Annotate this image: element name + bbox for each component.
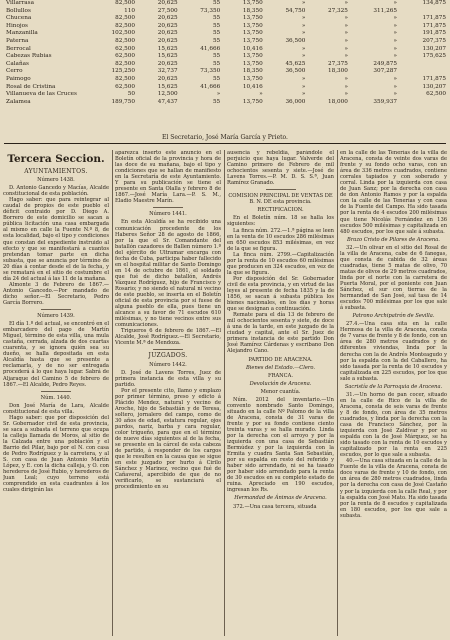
cell-value: 62,500	[115, 83, 136, 90]
paragraph: Trigueros 6 de febrero de 1867.—El Alcalde, José Rodríguez.—El Secretario, Vicente M.ª de Mendoza.	[115, 328, 221, 347]
cell-value: 130,207	[422, 45, 446, 52]
cell-value: 102,500	[111, 30, 136, 37]
row-name: Paterna	[6, 37, 29, 44]
row-name: Cabezas Rubias	[6, 53, 52, 60]
row-name: Rosal de Cristina	[6, 83, 56, 90]
short-rule	[41, 391, 71, 392]
cell-value: 12,500	[157, 91, 178, 98]
notice-number: Número 1442.	[149, 361, 187, 368]
cell-value: »	[344, 91, 348, 98]
subheading: Brazo Cristo de Pilares de Aracena.	[347, 236, 440, 243]
cell-value: 62,500	[115, 53, 136, 60]
cell-value: »	[216, 91, 221, 98]
short-rule	[153, 349, 183, 350]
cell-value: 55	[212, 75, 221, 82]
table-row	[4, 0, 448, 8]
cell-value: 13,750	[242, 75, 263, 82]
notice-number: Número 1439.	[37, 313, 75, 320]
cell-value: »	[393, 22, 397, 29]
cell-value: »	[393, 53, 397, 60]
paragraph: La finca núm. 2799.—Capitalización por la renta de 10 escudos 60 milésimas que producen en 324 escudos, en vez de la que se figura.	[227, 251, 334, 276]
cell-value: 15,625	[157, 45, 178, 52]
cell-value: 359,937	[373, 98, 397, 105]
section-heading: AYUNTAMIENTOS.	[24, 168, 88, 175]
cell-value: 13,750	[242, 15, 263, 22]
cell-value: 82,500	[115, 37, 136, 44]
subheading: Menor cuantía.	[260, 388, 301, 395]
cell-value: »	[344, 15, 348, 22]
rectification-heading: RECTIFICACION.	[257, 207, 304, 214]
cell-value: »	[344, 75, 348, 82]
cell-value: 55	[212, 60, 221, 67]
cell-value: 73,350	[200, 68, 221, 75]
cell-value: »	[344, 83, 348, 90]
cell-value: 311,265	[373, 7, 397, 14]
table-row	[4, 53, 448, 61]
cell-value: 62,500	[426, 91, 446, 98]
cell-value: 13,750	[242, 98, 263, 105]
short-rule	[266, 189, 296, 190]
cell-value: 50	[127, 91, 136, 98]
row-name: Calañas	[6, 60, 29, 67]
table-row	[4, 91, 448, 99]
subheading: Bienes del Estado.—Clero.	[245, 364, 315, 371]
cell-value: 20,625	[157, 75, 178, 82]
cell-value: »	[393, 0, 397, 6]
cell-value: 10,416	[242, 45, 263, 52]
column-divider	[224, 150, 225, 636]
cell-value: 13,750	[242, 37, 263, 44]
paragraph: Por el presente cito, llamo y emplazo por primer término, preso y edicto á Plácido Mendez, natural y vecino de Aroche, hijo de Sebastián y de Teresa, soltero, jornalero del campo, como de 30 años de edad, estatura regular, ojos pardos, nariz, barba y cara regular, color trigueño, para que en el término de nueve días siguientes al de la fecha, se presente en la cárcel de esta cabeza de partido, á responder de los cargos que le resulten en la causa que se sigue en este juzgado por hurto á Cirilo Sánchez y Marinez, vecino que fué de Cañaveral, apercibido de que de no verificarlo, se sustanciará el procedimiento en su	[115, 387, 221, 491]
cell-value: 32,737	[157, 68, 178, 75]
cell-value: 20,625	[157, 15, 178, 22]
cell-value: 82,500	[115, 0, 136, 6]
cell-value: 55	[212, 15, 221, 22]
paragraph: Por disposición del Sr. Gobernador civil de esta provincia, y en virtud de las leyes al presente de fecha 1835 y la de 1856, se sacan á subasta pública los bienes nacionales, en los días y horas que se designan a continuación.	[227, 275, 334, 313]
column-3	[227, 150, 334, 638]
table-row	[4, 38, 448, 46]
cell-value: 15,625	[157, 83, 178, 90]
column-2	[115, 150, 221, 638]
row-name: Villanueva de las Cruces	[6, 91, 77, 98]
cell-value: 62,500	[115, 45, 136, 52]
horizontal-divider	[4, 143, 446, 144]
paragraph: aparezca inserto este anuncio en el Boletín oficial de la provincia y hora de las doce de su mañana, bajo el tipo y condiciones que se hallan de manifiesto en la Secretaría de este Ayuntamiento. Y para su publicación se tiene el presente en Santa Olalla y febrero 8 de 1867.—José María Lara.—P. S. M., Eladio Maestre Marín.	[115, 150, 221, 205]
cell-value: 41,666	[200, 45, 221, 52]
paragraph: 32.—Un olivar en el sitio del Rosal de la villa de Aracena, cabe de 6 fanegas, que consta de cabida de 32 áreas cuadradas, tiene 5 matas de olivo, 70 matas de olivos de 29 metros cuadrados, linda por el norte con la carretera de Puerta Moral, por el poniente con Juan Sánchez, el sur con tierras de la hermandad de San José, sal tasa de 14 escudos 700 milésimas por los que sale á subasta.	[340, 244, 447, 312]
cell-value: 55	[212, 22, 221, 29]
notice-number: Núm. 1440.	[40, 394, 72, 401]
table-row	[4, 15, 448, 23]
section-heading: JUZGADOS.	[148, 352, 188, 360]
cell-value: 110	[124, 7, 136, 14]
row-name: Manzanilla	[6, 30, 38, 37]
subheading: FRANCA.	[268, 372, 293, 379]
cell-value: 20,625	[157, 22, 178, 29]
cell-value: »	[393, 83, 397, 90]
table-row	[4, 8, 448, 16]
paragraph: 31.—Un horno de pan cocer, situado en la calle de Rico de la villa de Aracena, consta de seis varas de frente y 8 de fondo, con área de 35 metros cuadrados, y linda por la derecha con la casa de Francisco Sánchez, por la izquierda con José Zaldívar y por su espalda con la de José Márquez, se ha sido tasado con la renta de 10 escudos y capitalizado por la renta en 225 escudos, por lo que sale a subasta.	[340, 391, 447, 459]
cell-value: »	[393, 45, 397, 52]
paragraph: 40.—Una casa situada en la calle de la Fuente de la villa de Aracena, consta de doce varas de frente y 10 de fondo, con un área de 280 metros cuadrados, linda por la derecha con casa de José Castaño y por la izquierda con la calle Real, y por la espalda con José Mato. Ha sido tasada por la renta de 8 escudos y capitalizada en 180 escudos, por los que sale a subasta.	[340, 458, 447, 519]
cell-value: 18,350	[242, 68, 263, 75]
cell-value: 207,375	[422, 37, 446, 44]
cell-value: 171,875	[422, 15, 446, 22]
cell-value: »	[344, 30, 348, 37]
paragraph: El día 1.º del actual, se encontró en el embarcadero del pago de Martín Miguel, término de esta villa, una mula castaña, cerrada, alzada de dos cuartas cuarenta, y se ignora quién sea su dueño, se halla depositada en esta Alcaldía hasta que se presente a reclamarla, y de no ser entregada procederá á lo que haya lugar. Sabrá de Aljaraque del Camino 5 de febrero de 1867.—El Alcalde, Pedro Reyes.	[3, 321, 109, 388]
table-row	[4, 61, 448, 69]
cell-value: 18,350	[242, 7, 263, 14]
short-rule	[153, 207, 183, 208]
cell-value: 55	[212, 0, 221, 6]
district-heading: PARTIDO DE ARACENA.	[248, 356, 313, 363]
subheading: Hermandad de Ánimas de Aracena.	[234, 495, 327, 502]
table-row	[4, 68, 448, 76]
paragraph: Hago saber: que por disposición del Sr. Gobernador civil de esta provincia, se saca a subasta el terreno que ocupa la calleja llamada de Moros, al sitio de la Calzada entre una población y el Barrio del Pilar, bajo por el N. con casa de Pedro Rodríguez y la carretera, y al S. con casa de Juan Antonio Martín López, y E. con la dicha calleja, y O. con herederos de José Rubio, y herederos de Juan Leal; cuyo terreno está comprendido en esta cuadrantes á los cuales dirigirán las	[3, 414, 109, 494]
cell-value: 20,625	[157, 60, 178, 67]
cell-value: 15,625	[157, 53, 178, 60]
commission-heading: COMISION PRINCIPAL DE VENTAS DE B. N. DE esta provincia.	[228, 193, 333, 206]
cell-value: 20,625	[157, 37, 178, 44]
table-row	[4, 99, 448, 107]
cell-value: »	[344, 53, 348, 60]
paragraph: La finca núm. 272.—1.ª página se leen en la venta de 10 escudos 286 milésimas en 650 escudos 853 milésimas, en vez de la que se figura.	[227, 227, 334, 252]
table-row	[4, 76, 448, 84]
row-name: Cerro	[6, 68, 23, 75]
row-name: Bollullos	[6, 7, 31, 14]
cell-value: »	[301, 91, 306, 98]
table-row	[4, 23, 448, 31]
cell-value: 18,300	[328, 68, 348, 75]
cell-value: 13,750	[242, 0, 263, 6]
cell-value: »	[301, 53, 306, 60]
cell-value: 20,625	[157, 0, 178, 6]
cell-value: »	[344, 22, 348, 29]
table-row	[4, 84, 448, 92]
column-1	[3, 150, 109, 638]
cell-value: 307,287	[373, 68, 397, 75]
cell-value: »	[393, 15, 397, 22]
row-name: Chucena	[6, 15, 32, 22]
paragraph: D. Antonio Gancedo y Macías, Alcalde constitucional de esta población.	[3, 185, 109, 198]
paragraph: Almonte 3 de Febrero de 1867.—Antonio Gancedo.—Por mandado de dicho señor.—El Secretario, Pedro García Borrero.	[3, 281, 109, 306]
cell-value: 18,000	[328, 98, 348, 105]
cell-value: »	[344, 0, 348, 6]
subheading: Patrono Archipatrón de Sevilla.	[352, 313, 435, 320]
cell-value: 13,750	[242, 60, 263, 67]
section-title: Tercera Seccion.	[7, 153, 105, 165]
paragraph: Hago saber: que para reintegrar al caudal de propios de este pueblo el déficit contraido por D. Diego A. Borrero de este domicilio se sacan a pública licitación una casa embargada al mismo en calle la Fuente N.º 8, de esta localidad, bajo el tipo y condiciones que constan del expediente instruido al efecto y que se manifestará a cuantos pretendan tomar parte en dicha subasta, que se anuncia por término de 20 días á contar desde el de la fecha, y se rematará en el sitio de costumbre el día 24 del actual á las 11 de la mañana.	[3, 197, 109, 282]
cell-value: 27,500	[157, 7, 178, 14]
cell-value: »	[393, 91, 397, 98]
cell-value: »	[301, 0, 306, 6]
cell-value: 82,500	[115, 75, 136, 82]
cell-value: 20,625	[157, 30, 178, 37]
cell-value: 45,625	[285, 60, 306, 67]
row-name: Zalamea	[6, 98, 31, 105]
cell-value: »	[301, 75, 306, 82]
paragraph: En esta Alcaldía se ha recibido una comunicación procedente de los Haberes Señor 28 de agosto de 1866, por la que el Sr. Comandante del batallón cazadores de Ballen número 1.º del ejército de Ultramar encarga con fecha de Cuba, participa haber fallecido en el hospital militar de Santo Domingo en 14 de octubre de 1861, el soldado que fué de dicho batallón, Andrés Vázquez Rodríguez, hijo de Francisco y Rosario; y no siendo el natural ni vecino de este pueblo, se inserta en el Boletín oficial de esta provincia por si fuese de alguna pueblo de ella, pues tiene un alcance a su favor de 71 escudos 610 milésimas, y no tiene vecinos entre sus comunicaciones.	[115, 219, 221, 329]
cell-value: »	[301, 45, 306, 52]
cell-value: 55	[212, 37, 221, 44]
cell-value: 36,500	[285, 37, 306, 44]
cell-value: 27,375	[328, 60, 348, 67]
cell-value: 82,500	[115, 15, 136, 22]
column-divider	[112, 150, 113, 636]
row-name: Hinojos	[6, 22, 28, 29]
cell-value: 134,875	[422, 0, 446, 6]
cell-value: 130,207	[422, 83, 446, 90]
cell-value: 171,875	[422, 22, 446, 29]
column-4	[340, 150, 447, 638]
cell-value: 47,437	[157, 98, 178, 105]
cell-value: 13,750	[242, 30, 263, 37]
cell-value: 13,750	[242, 53, 263, 60]
paragraph: Remate para el día 13 de febrero de mil ochocientos sesenta y siete, de doce á una de la tarde, en este juzgado de la ciudad y capital, ante el Sr. Juez de primera instancia de este partido Don José Ramírez Cárdenas y escribano Don Alejandro Cano.	[227, 312, 334, 355]
paragraph: Don José María de Lara, Alcalde constitucional de esta villa.	[3, 402, 109, 415]
paragraph: Núm. 2012 del inventario.—Un convento nombrado Santo Domingo, situado en la calle Nº Palomo de la villa de Aracena, consta de 31 varas de frente y por su fondo contiene ciento treinta varas y se halla murado. Linda por la derecha con el arroyo y por la izquierda con una casa de Sebastián Bermúdez y por la izquierda con la Ermita y cuadra Santa San Sebastián, por su espalda en resto del referido y haber sido arrendado, ni se ha tasado por haber sido arrendado para la renta de 30 escudos en su completo estado de ruina. Apreciado en 190 escudos, ingresan los Rs.	[227, 396, 334, 494]
paragraph: 27.4.—Una casa sita en la calle Hermosa de la villa de Aracena, consta de 7 varas de frente y 8 de fondo, con un área de 280 metros cuadrados y de diferentes viviendas, linda por la derecha con la de Andrés Monteagudo y por la espalda con la del Caballero, ha sido tasada por la renta de 10 escudos y capitalizada en 225 escudos, por los que sale a subasta.	[340, 321, 447, 382]
table-signature: El Secretario, José María García y Prieto.	[162, 134, 288, 141]
cell-value: »	[301, 15, 306, 22]
row-name: Berrocal	[6, 45, 31, 52]
cell-value: 36,000	[285, 98, 306, 105]
cell-value: »	[301, 22, 306, 29]
budget-table	[4, 0, 448, 106]
table-row	[4, 30, 448, 38]
cell-value: 125,250	[111, 68, 136, 75]
cell-value: 82,500	[115, 60, 136, 67]
cell-value: 73,350	[200, 7, 221, 14]
paragraph: D. José de Lavens Torres, Juez de primera instancia de esta villa y su partido.	[115, 369, 221, 388]
row-name: Villarrasa	[6, 0, 34, 6]
cell-value: 36,500	[285, 68, 306, 75]
cell-value: 175,625	[422, 53, 446, 60]
paragraph: en la calle de las Tenerías de la villa de Aracena, consta de veinte dos varas de frente y su fondo ocho varas, con un área de 336 metros cuadrados, contiene corrales tapiados y con soberado y corral. Linda por la izquierda con casa de Juan Sanz; por la derecha con casa de don Antonio Ramos y por la espalda con la calle de las Tenerías y con casa de la Fuente del Campo. Ha sido tasada por la renta de 4 escudos 200 milésimas que tiene Nicolás Fernández en 136 escudos 500 milésimas y capitalizada en 480 escudos, por los que sale á subasta.	[340, 150, 447, 235]
cell-value: 54,750	[285, 7, 306, 14]
cell-value: 189,750	[111, 98, 136, 105]
paragraph: En el Boletín núm. 18 se halla los siguientes:	[227, 215, 334, 228]
column-divider	[337, 150, 338, 636]
cell-value: 249,875	[373, 60, 397, 67]
cell-value: 41,666	[200, 83, 221, 90]
cell-value: »	[344, 37, 348, 44]
cell-value: 191,875	[422, 30, 446, 37]
notice-number: Número 1438.	[37, 177, 75, 184]
short-rule	[41, 309, 71, 310]
cell-value: 13,750	[242, 22, 263, 29]
cell-value: 55	[212, 98, 221, 105]
cell-value: »	[259, 91, 263, 98]
notice-number: Número 1441.	[149, 211, 187, 218]
cell-value: »	[393, 37, 397, 44]
cell-value: 10,416	[242, 83, 263, 90]
table-row	[4, 46, 448, 54]
row-name: Paimogo	[6, 75, 31, 82]
paragraph: 372.—Una casa tercera, situada	[233, 503, 317, 510]
cell-value: »	[344, 45, 348, 52]
cell-value: »	[301, 83, 306, 90]
cell-value: 55	[212, 53, 221, 60]
cell-value: »	[393, 75, 397, 82]
cell-value: 27,325	[328, 7, 348, 14]
cell-value: »	[301, 30, 306, 37]
cell-value: »	[393, 30, 397, 37]
subheading: Devolución de Aracena.	[249, 380, 312, 387]
cell-value: 82,500	[115, 22, 136, 29]
cell-value: 171,875	[422, 75, 446, 82]
subheading: Sacristía de la Parroquia de Aracena.	[344, 383, 443, 390]
cell-value: 55	[212, 30, 221, 37]
paragraph: ausencia y rebeldía, parándole el perjuicio que haya lugar. Valverde del Camino primero de Febrero de mil ochocientos sesenta y siete.—José de Lavens Torres.—P. M. D. S. S.ª, Juan Ramírez Granado.	[227, 150, 334, 187]
